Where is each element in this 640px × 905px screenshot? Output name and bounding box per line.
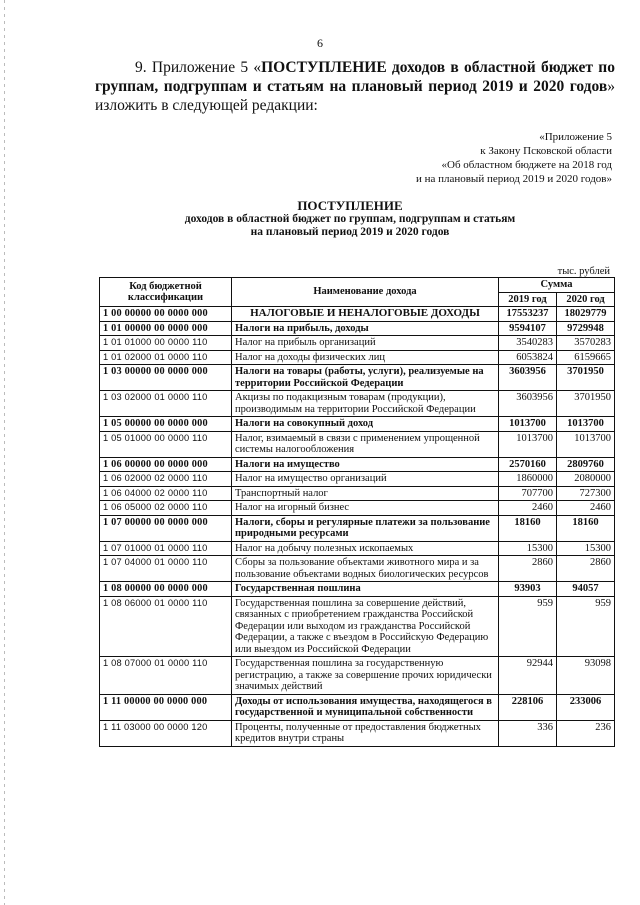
row-value-2019: 15300 [499,541,557,556]
row-name: Налоги на прибыль, доходы [232,321,499,336]
intro-part1: 9. Приложение 5 « [135,59,262,76]
row-name: НАЛОГОВЫЕ И НЕНАЛОГОВЫЕ ДОХОДЫ [232,307,499,322]
row-value-2020: 233006 [557,694,615,720]
intro-paragraph [95,58,615,115]
row-code: 1 07 04000 01 0000 110 [100,556,232,582]
row-value-2020: 236 [557,720,615,746]
row-value-2020: 93098 [557,657,615,695]
row-value-2019: 3603956 [499,365,557,391]
row-code: 1 01 00000 00 0000 000 [100,321,232,336]
row-code: 1 08 06000 01 0000 110 [100,596,232,657]
row-code: 1 06 05000 02 0000 110 [100,501,232,516]
scan-margin-line [4,0,5,905]
table-row [100,365,615,391]
row-value-2020: 3701950 [557,365,615,391]
table-body [100,307,615,747]
table-row [100,596,615,657]
table-row [100,391,615,417]
row-value-2019: 2860 [499,556,557,582]
appendix-line-3: «Об областном бюджете на 2018 год [441,159,612,171]
row-name: Государственная пошлина за совершение действий, связанных с приобретением гражданства Российской Федерации или выходом из гражданства Российской Федерации, а также с въездом в Российскую Федерацию или выездом из Российской Федерации [232,596,499,657]
row-name: Транспортный налог [232,486,499,501]
table-row [100,720,615,746]
row-name: Государственная пошлина [232,582,499,597]
units-label: тыс. рублей [557,266,610,277]
page-number: 6 [317,36,323,50]
header-code: Код бюджетной классификации [100,278,232,307]
row-code: 1 08 00000 00 0000 000 [100,582,232,597]
title-line-2: доходов в областной бюджет по группам, подгруппам и статьям [184,213,516,225]
row-name: Налог, взимаемый в связи с применением упрощенной системы налогообложения [232,431,499,457]
row-value-2019: 17553237 [499,307,557,322]
row-code: 1 01 01000 00 0000 110 [100,336,232,351]
row-name: Акцизы по подакцизным товарам (продукции), производимым на территории Российской Федерации [232,391,499,417]
row-value-2020: 1013700 [557,417,615,432]
row-code: 1 06 02000 02 0000 110 [100,472,232,487]
header-sum: Сумма [499,278,615,293]
row-value-2019: 707700 [499,486,557,501]
table-row [100,321,615,336]
intro-part2: » изложить в следующей редакции: [95,78,615,114]
table-row [100,582,615,597]
header-2019: 2019 год [499,292,557,307]
table-row [100,515,615,541]
row-code: 1 03 00000 00 0000 000 [100,365,232,391]
row-value-2020: 727300 [557,486,615,501]
table-row [100,541,615,556]
row-value-2019: 228106 [499,694,557,720]
row-value-2020: 959 [557,596,615,657]
row-code: 1 11 03000 00 0000 120 [100,720,232,746]
row-value-2020: 6159665 [557,350,615,365]
row-value-2020: 94057 [557,582,615,597]
row-value-2019: 336 [499,720,557,746]
row-name: Налог на добычу полезных ископаемых [232,541,499,556]
table-row [100,657,615,695]
row-code: 1 07 00000 00 0000 000 [100,515,232,541]
row-code: 1 06 04000 02 0000 110 [100,486,232,501]
row-name: Государственная пошлина за государственную регистрацию, а также за совершение прочих юридически значимых действий [232,657,499,695]
row-code: 1 05 00000 00 0000 000 [100,417,232,432]
row-name: Налог на прибыль организаций [232,336,499,351]
table-row [100,417,615,432]
appendix-line-1: «Приложение 5 [539,131,612,143]
row-value-2019: 9594107 [499,321,557,336]
table-row [100,694,615,720]
row-name: Налоги на совокупный доход [232,417,499,432]
row-name: Налоги на товары (работы, услуги), реализуемые на территории Российской Федерации [232,365,499,391]
row-value-2019: 6053824 [499,350,557,365]
table-row [100,457,615,472]
row-value-2020: 2860 [557,556,615,582]
appendix-line-2: к Закону Псковской области [480,145,612,157]
row-value-2020: 3701950 [557,391,615,417]
row-value-2020: 2809760 [557,457,615,472]
row-value-2020: 1013700 [557,431,615,457]
row-value-2019: 1860000 [499,472,557,487]
row-value-2019: 18160 [499,515,557,541]
row-value-2019: 2570160 [499,457,557,472]
row-code: 1 08 07000 01 0000 110 [100,657,232,695]
row-name: Налоги, сборы и регулярные платежи за пользование природными ресурсами [232,515,499,541]
row-code: 1 11 00000 00 0000 000 [100,694,232,720]
table-row [100,486,615,501]
row-name: Налог на имущество организаций [232,472,499,487]
row-value-2020: 2460 [557,501,615,516]
table-row [100,501,615,516]
appendix-line-4: и на плановый период 2019 и 2020 годов» [415,173,612,185]
table-row [100,336,615,351]
row-code: 1 05 01000 00 0000 110 [100,431,232,457]
row-value-2020: 2080000 [557,472,615,487]
row-code: 1 06 00000 00 0000 000 [100,457,232,472]
row-value-2020: 9729948 [557,321,615,336]
document-title [110,198,590,239]
appendix-reference [312,130,612,186]
row-code: 1 07 01000 01 0000 110 [100,541,232,556]
row-value-2019: 959 [499,596,557,657]
row-value-2019: 3603956 [499,391,557,417]
title-line-3: на плановый период 2019 и 2020 годов [250,226,450,238]
row-name: Сборы за пользование объектами животного мира и за пользование объектами водных биологических ресурсов [232,556,499,582]
row-value-2019: 93903 [499,582,557,597]
row-value-2020: 15300 [557,541,615,556]
header-name: Наименование дохода [232,278,499,307]
table-row [100,350,615,365]
row-name: Проценты, полученные от предоставления бюджетных кредитов внутри страны [232,720,499,746]
table-row [100,431,615,457]
row-name: Доходы от использования имущества, находящегося в государственной и муниципальной собственности [232,694,499,720]
row-code: 1 01 02000 01 0000 110 [100,350,232,365]
intro-bold-title: ПОСТУПЛЕНИЕ доходов в областной бюджет по группам, подгруппам и статьям на плановый период 2019 и 2020 годов [95,59,615,95]
row-value-2019: 1013700 [499,417,557,432]
row-value-2019: 92944 [499,657,557,695]
row-value-2019: 3540283 [499,336,557,351]
row-value-2020: 3570283 [557,336,615,351]
row-name: Налог на доходы физических лиц [232,350,499,365]
table-row [100,556,615,582]
row-code: 1 03 02000 01 0000 110 [100,391,232,417]
row-value-2019: 2460 [499,501,557,516]
revenue-table [99,277,615,747]
row-code: 1 00 00000 00 0000 000 [100,307,232,322]
row-value-2020: 18029779 [557,307,615,322]
table-row [100,472,615,487]
row-value-2019: 1013700 [499,431,557,457]
title-line-1: ПОСТУПЛЕНИЕ [297,198,403,213]
row-name: Налоги на имущество [232,457,499,472]
row-value-2020: 18160 [557,515,615,541]
header-2020: 2020 год [557,292,615,307]
table-row [100,307,615,322]
row-name: Налог на игорный бизнес [232,501,499,516]
